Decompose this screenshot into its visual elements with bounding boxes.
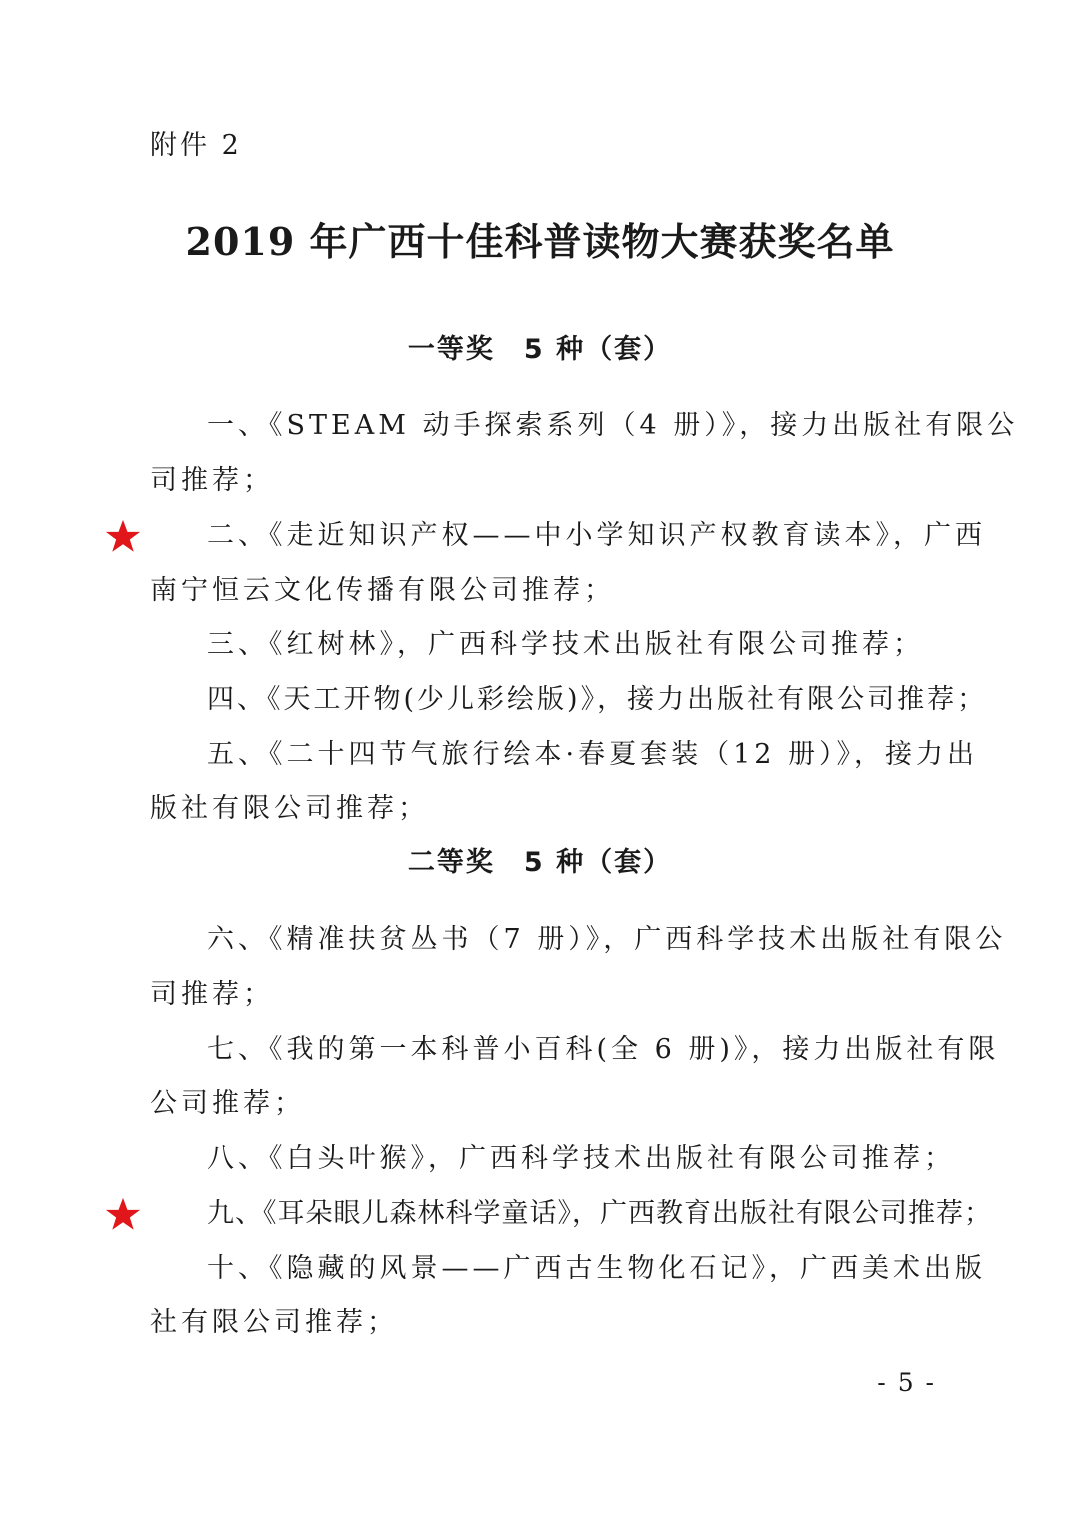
- award-item-5-line-1: 五、《二十四节气旅行绘本·春夏套装（12 册）》，接力出: [207, 739, 979, 770]
- award-item-2-line-1: 二、《走近知识产权——中小学知识产权教育读本》，广西: [207, 520, 986, 551]
- award-item-1-line-2: 司推荐；: [150, 465, 274, 496]
- award-item-6-line-2: 司推荐；: [150, 979, 274, 1010]
- page-number: - 5 -: [877, 1368, 936, 1397]
- attachment-label: 附件 2: [150, 130, 242, 161]
- award-item-7-line-1: 七、《我的第一本科普小百科(全 6 册)》，接力出版社有限: [207, 1034, 1000, 1065]
- award-item-5-line-2: 版社有限公司推荐；: [150, 793, 429, 824]
- award-item-10-line-1: 十、《隐藏的风景——广西古生物化石记》，广西美术出版: [207, 1253, 986, 1284]
- award-item-2-line-2: 南宁恒云文化传播有限公司推荐；: [150, 575, 615, 606]
- award-item-4-line-1: 四、《天工开物(少儿彩绘版)》，接力出版社有限公司推荐；: [207, 684, 988, 715]
- award-item-3-line-1: 三、《红树林》，广西科学技术出版社有限公司推荐；: [207, 629, 924, 660]
- award-item-10-line-2: 社有限公司推荐；: [150, 1307, 398, 1338]
- second-prize-heading: 二等奖 5 种（套）: [407, 847, 673, 878]
- award-item-1-line-1: 一、《STEAM 动手探索系列（4 册）》，接力出版社有限公: [207, 410, 1019, 441]
- red-star-icon: [104, 1196, 142, 1234]
- award-item-9-line-1: 九、《耳朵眼儿森林科学童话》，广西教育出版社有限公司推荐；: [207, 1198, 992, 1229]
- document-title: 2019 年广西十佳科普读物大赛获奖名单: [185, 219, 895, 264]
- red-star-icon: [104, 518, 142, 556]
- award-item-7-line-2: 公司推荐；: [150, 1088, 305, 1119]
- award-item-8-line-1: 八、《白头叶猴》，广西科学技术出版社有限公司推荐；: [207, 1143, 955, 1174]
- award-item-6-line-1: 六、《精准扶贫丛书（7 册）》，广西科学技术出版社有限公: [207, 924, 1007, 955]
- first-prize-heading: 一等奖 5 种（套）: [407, 334, 673, 365]
